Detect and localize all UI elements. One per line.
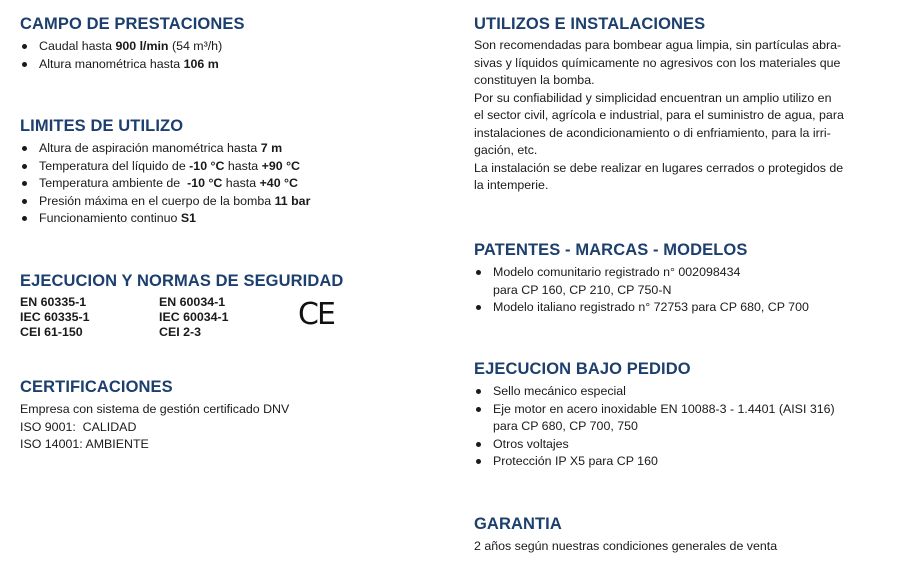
list-item: Altura manométrica hasta 106 m (20, 56, 440, 74)
text-line: constituyen la bomba. (474, 73, 595, 87)
list-item: Eje motor en acero inoxidable EN 10088-3 - 1.4401 (AISI 316) para CP 680, CP 700, 750 (474, 401, 894, 436)
section-title: EJECUCION BAJO PEDIDO (474, 360, 691, 378)
text-line: Por su confiabilidad y simplicidad encuentran un amplio utilizo en (474, 90, 832, 105)
list-item: Temperatura ambiente de -10 °C hasta +40 °C (20, 175, 440, 193)
text-line: instalaciones de acondicionamiento o di enfriamiento, para la irri- (474, 125, 831, 140)
ce-mark-icon: CE (298, 297, 334, 332)
section-campo-prestaciones (20, 14, 440, 73)
section-title: UTILIZOS E INSTALACIONES (474, 15, 706, 33)
norm-code: EN 60335-1 (20, 295, 87, 309)
norms-grid (20, 295, 440, 340)
list-item: Protección IP X5 para CP 160 (474, 453, 894, 471)
list-item: Altura de aspiración manométrica hasta 7 m (20, 140, 440, 158)
list-item: Funcionamiento continuo S1 (20, 210, 440, 228)
section-limites-utilizo (20, 116, 440, 228)
text-line: gación, etc. (474, 143, 538, 157)
list-item: Temperatura del líquido de -10 °C hasta +90 °C (20, 158, 440, 176)
bullet-list (20, 38, 440, 73)
section-ejecucion-normas (20, 271, 440, 340)
section-garantia (474, 514, 894, 556)
list-item: Sello mecánico especial (474, 383, 894, 401)
list-item: Modelo italiano registrado n° 72753 para CP 680, CP 700 (474, 299, 894, 317)
text-line: el sector civil, agrícola e industrial, para el suministro de agua, para (474, 108, 844, 122)
list-item: Presión máxima en el cuerpo de la bomba 11 bar (20, 193, 440, 211)
bullet-list (20, 140, 440, 228)
utilizos-text (474, 37, 894, 195)
garantia-text: 2 años según nuestras condiciones generales de venta (474, 539, 778, 553)
text-line: la intemperie. (474, 178, 549, 192)
section-title: GARANTIA (474, 515, 562, 533)
certificaciones-text (20, 401, 440, 454)
section-certificaciones (20, 377, 440, 454)
section-title: CAMPO DE PRESTACIONES (20, 15, 245, 33)
norms-column-1 (20, 295, 159, 340)
norm-code: IEC 60335-1 (20, 310, 90, 324)
section-title: PATENTES - MARCAS - MODELOS (474, 241, 748, 259)
text-line: ISO 14001: AMBIENTE (20, 437, 149, 451)
bullet-list (474, 264, 894, 317)
section-title: EJECUCION Y NORMAS DE SEGURIDAD (20, 272, 344, 290)
section-title: LIMITES DE UTILIZO (20, 117, 184, 135)
list-item: Caudal hasta 900 l/min (54 m³/h) (20, 38, 440, 56)
text-line: sivas y líquidos químicamente no agresivos con los materiales que (474, 55, 841, 70)
text-line: Empresa con sistema de gestión certificado DNV (20, 402, 290, 416)
list-item: Modelo comunitario registrado n° 002098434 para CP 160, CP 210, CP 750-N (474, 264, 894, 299)
section-utilizos-instalaciones (474, 14, 894, 195)
section-ejecucion-bajo-pedido (474, 359, 894, 471)
norm-code: CEI 61-150 (20, 325, 83, 339)
norm-code: CEI 2-3 (159, 325, 202, 339)
list-item: Otros voltajes (474, 436, 894, 454)
section-title: CERTIFICACIONES (20, 378, 173, 396)
norm-code: EN 60034-1 (159, 295, 226, 309)
text-line: Son recomendadas para bombear agua limpia, sin partículas abra- (474, 38, 842, 52)
section-patentes (474, 240, 894, 317)
bullet-list (474, 383, 894, 471)
norms-column-2 (159, 295, 298, 340)
text-line: ISO 9001: CALIDAD (20, 419, 137, 434)
text-line: La instalación se debe realizar en lugares cerrados o protegidos de (474, 160, 844, 175)
norm-code: IEC 60034-1 (159, 310, 229, 324)
